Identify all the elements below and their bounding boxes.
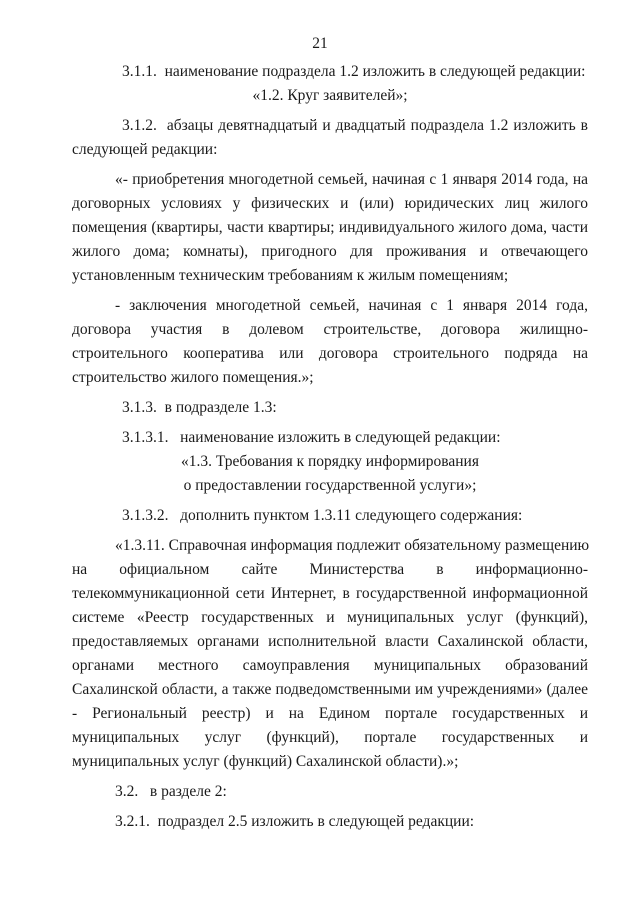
page-number: 21 (312, 35, 328, 52)
text-line: строительство жилого помещения.»; (72, 369, 314, 386)
text-line: муниципальных услуг (функций), портале государственных и (72, 729, 588, 746)
text-line: «- приобретения многодетной семьей, начиная с 1 января 2014 года, на (115, 171, 588, 188)
text-line: - заключения многодетной семьей, начиная с 1 января 2014 года, (115, 297, 588, 314)
text-line: Сахалинской области, а также подведомственными им учреждениями» (далее (72, 681, 588, 698)
text-line: «1.3.11. Справочная информация подлежит обязательному размещению (115, 537, 590, 554)
quoted-heading-line: «1.2. Круг заявителей»; (252, 87, 408, 104)
text-line: 3.1.3.2. дополнить пунктом 1.3.11 следующего содержания: (122, 507, 523, 524)
text-line: муниципальных услуг (функций) Сахалинской области).»; (72, 753, 459, 770)
text-line: 3.1.2. абзацы девятнадцатый и двадцатый подраздела 1.2 изложить в (122, 117, 588, 134)
quoted-heading-line: о предоставлении государственной услуги»; (183, 477, 477, 494)
text-line: 3.2. в разделе 2: (115, 783, 227, 800)
text-line: 3.1.1. наименование подраздела 1.2 изложить в следующей редакции: (122, 63, 586, 80)
text-line: 3.1.3. в подразделе 1.3: (122, 399, 277, 416)
text-line: 3.2.1. подраздел 2.5 изложить в следующей редакции: (115, 813, 475, 830)
text-line: телекоммуникационной сети Интернет, в государственной информационной (72, 585, 588, 602)
document-body (72, 60, 588, 834)
text-line: - Региональный реестр) и на Едином портале государственных и (72, 705, 588, 722)
text-line: 3.1.3.1. наименование изложить в следующей редакции: (122, 429, 501, 446)
text-line: на официальном сайте Министерства в информационно- (72, 561, 588, 578)
text-line: жилого дома; комнаты), пригодного для проживания и отвечающего (72, 243, 588, 260)
quoted-heading-line: «1.3. Требования к порядку информирования (181, 453, 479, 470)
text-line: строительного кооператива или договора строительного подряда на (72, 345, 588, 362)
text-line: следующей редакции: (72, 141, 218, 158)
text-line: установленным техническим требованиям к жилым помещениям; (72, 267, 509, 284)
text-line: договора участия в долевом строительстве, договора жилищно- (72, 321, 588, 338)
text-line: системе «Реестр государственных и муниципальных услуг (функций), (72, 609, 588, 626)
text-line: договорных условиях у физических и (или) юридических лиц жилого (72, 195, 588, 212)
text-line: органами местного самоуправления муниципальных образований (72, 657, 588, 674)
text-line: помещения (квартиры, части квартиры; индивидуального жилого дома, части (72, 219, 588, 236)
text-line: предоставляемых органами исполнительной власти Сахалинской области, (72, 633, 588, 650)
